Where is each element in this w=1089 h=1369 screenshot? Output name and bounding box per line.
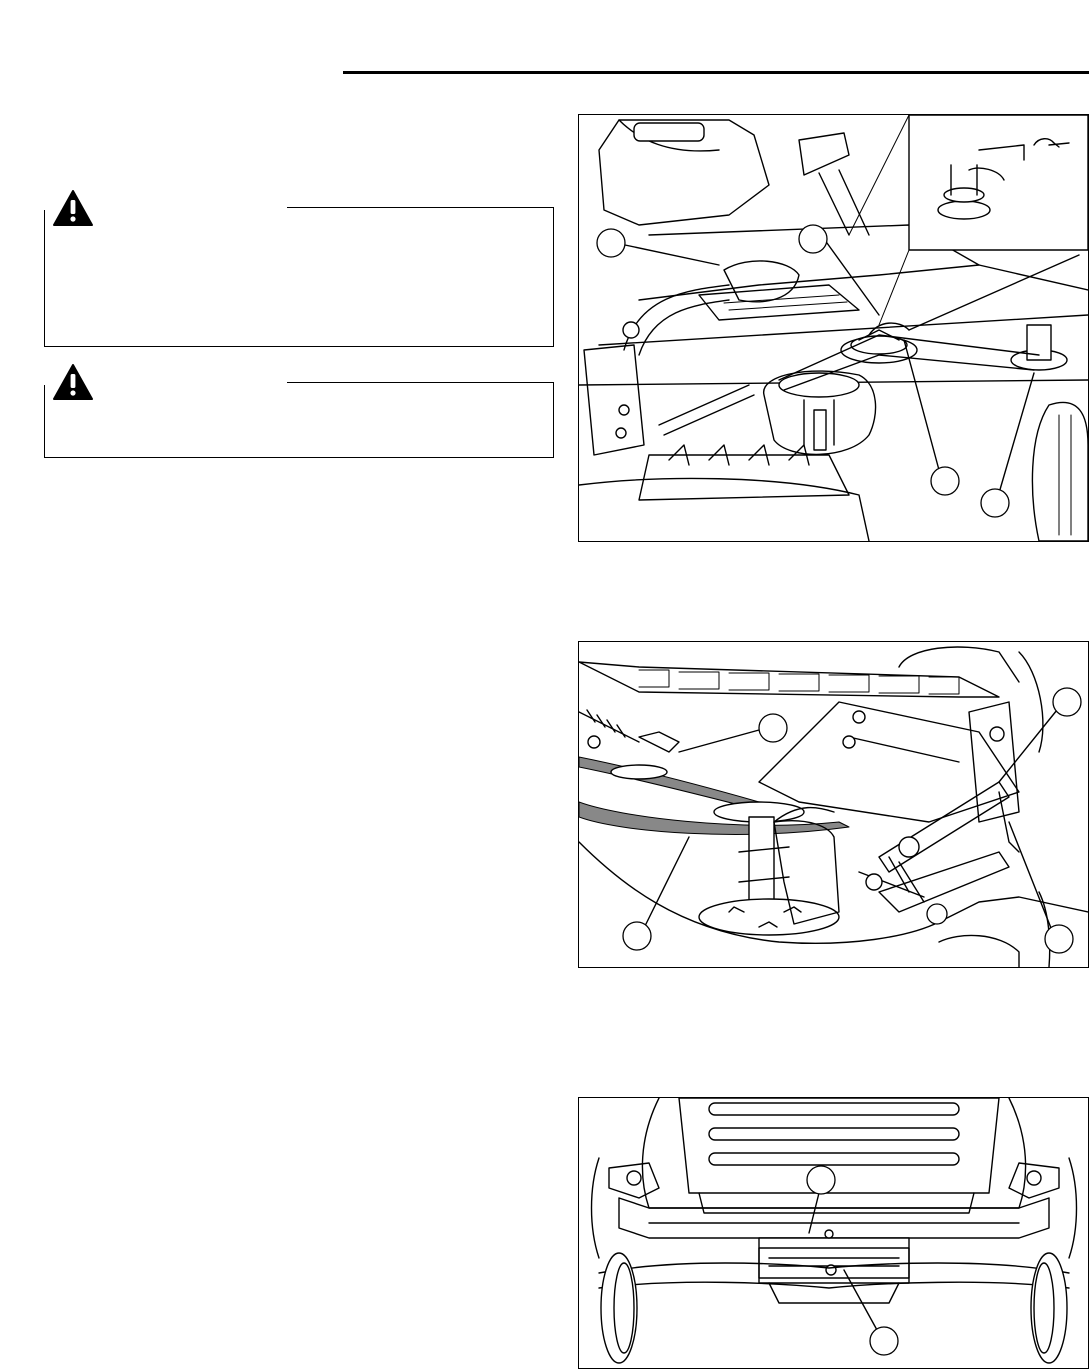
warning-triangle-icon — [52, 363, 94, 401]
callout-2 — [799, 225, 827, 253]
figure-2-illustration — [579, 642, 1088, 967]
warning-box-1 — [44, 207, 554, 347]
callout-2 — [870, 1327, 898, 1355]
header-rule — [343, 71, 1089, 74]
callout-4 — [927, 904, 947, 924]
callout-4 — [981, 489, 1009, 517]
figure-front-hitch — [578, 1097, 1089, 1369]
figure-mower-deck-belt-top — [578, 114, 1089, 542]
callout-3 — [623, 922, 651, 950]
callout-1 — [597, 229, 625, 257]
callout-5 — [1045, 925, 1073, 953]
figure-3-illustration — [579, 1098, 1088, 1368]
callout-1 — [759, 714, 787, 742]
warning-triangle-icon — [52, 189, 94, 227]
warning-box-2 — [44, 382, 554, 458]
figure-1-illustration — [579, 115, 1088, 541]
figure-deck-belt-side — [578, 641, 1089, 968]
callout-3 — [931, 467, 959, 495]
callout-1 — [807, 1166, 835, 1194]
callout-2 — [1053, 688, 1081, 716]
